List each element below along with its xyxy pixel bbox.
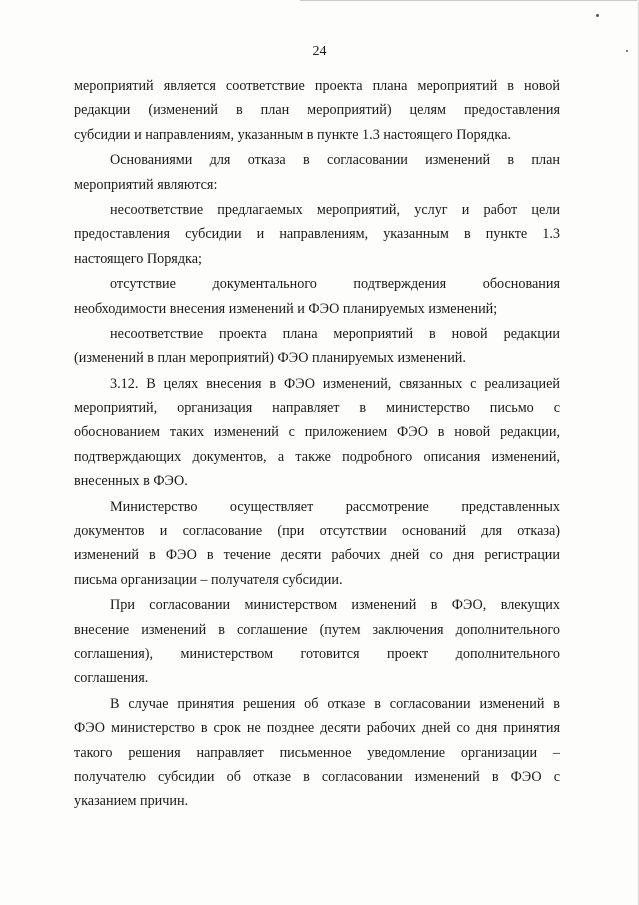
document-body bbox=[74, 74, 560, 814]
paragraph bbox=[74, 495, 560, 593]
text-line: внесенных в ФЭО. bbox=[74, 473, 188, 490]
paragraph bbox=[74, 692, 560, 814]
text-line: соглашения. bbox=[74, 670, 149, 687]
text-line: (изменений в план мероприятий) ФЭО планируемых изменений. bbox=[74, 350, 466, 367]
text-line: предоставления субсидии и направлениям, указанным в пункте 1.3 bbox=[74, 226, 560, 243]
text-line: необходимости внесения изменений и ФЭО планируемых изменений; bbox=[74, 300, 498, 317]
paragraph bbox=[74, 148, 560, 197]
text-line: Основаниями для отказа в согласовании изменений в план bbox=[110, 152, 560, 169]
paragraph bbox=[74, 372, 560, 494]
scan-speck bbox=[596, 14, 599, 17]
paragraph bbox=[74, 272, 560, 321]
text-line: мероприятий, организация направляет в министерство письмо с bbox=[74, 400, 560, 417]
page-number: 24 bbox=[312, 44, 327, 59]
text-line: такого решения направляет письменное уведомление организации – bbox=[74, 744, 560, 761]
text-line: редакции (изменений в план мероприятий) целям предоставления bbox=[74, 102, 560, 119]
text-line: внесение изменений в соглашение (путем заключения дополнительного bbox=[74, 621, 560, 638]
text-line: В случае принятия решения об отказе в согласовании изменений в bbox=[110, 695, 560, 712]
text-line: несоответствие предлагаемых мероприятий, услуг и работ цели bbox=[110, 201, 560, 218]
paragraph bbox=[74, 74, 560, 147]
text-line: отсутствие документального подтверждения обоснования bbox=[110, 276, 560, 293]
text-line: обоснованием таких изменений с приложением ФЭО в новой редакции, bbox=[74, 424, 560, 441]
text-line: несоответствие проекта плана мероприятий в новой редакции bbox=[110, 325, 560, 342]
text-line: Министерство осуществляет рассмотрение представленных bbox=[110, 498, 560, 515]
text-line: документов и согласование (при отсутствии оснований для отказа) bbox=[74, 523, 560, 540]
text-line: получателю субсидии об отказе в согласовании изменений в ФЭО с bbox=[74, 768, 560, 785]
text-line: письма организации – получателя субсидии. bbox=[74, 571, 343, 588]
text-line: соглашения), министерством готовится проект дополнительного bbox=[74, 645, 560, 662]
paragraph bbox=[74, 198, 560, 271]
paragraph bbox=[74, 593, 560, 691]
paragraph bbox=[74, 322, 560, 371]
text-line: субсидии и направлениям, указанным в пункте 1.3 настоящего Порядка. bbox=[74, 126, 511, 143]
scan-edge bbox=[300, 0, 639, 1]
text-line: При согласовании министерством изменений в ФЭО, влекущих bbox=[110, 597, 560, 614]
text-line: подтверждающих документов, а также подробного описания изменений, bbox=[74, 448, 560, 465]
text-line: ФЭО министерство в срок не позднее десяти рабочих дней со дня принятия bbox=[74, 720, 560, 737]
text-line: изменений в ФЭО в течение десяти рабочих дней со дня регистрации bbox=[74, 547, 560, 564]
text-line: мероприятий являются: bbox=[74, 176, 218, 193]
text-line: мероприятий является соответствие проекта плана мероприятий в новой bbox=[74, 78, 560, 94]
text-line: 3.12. В целях внесения в ФЭО изменений, связанных с реализацией bbox=[110, 375, 560, 392]
text-line: указанием причин. bbox=[74, 793, 189, 810]
text-line: настоящего Порядка; bbox=[74, 250, 202, 267]
